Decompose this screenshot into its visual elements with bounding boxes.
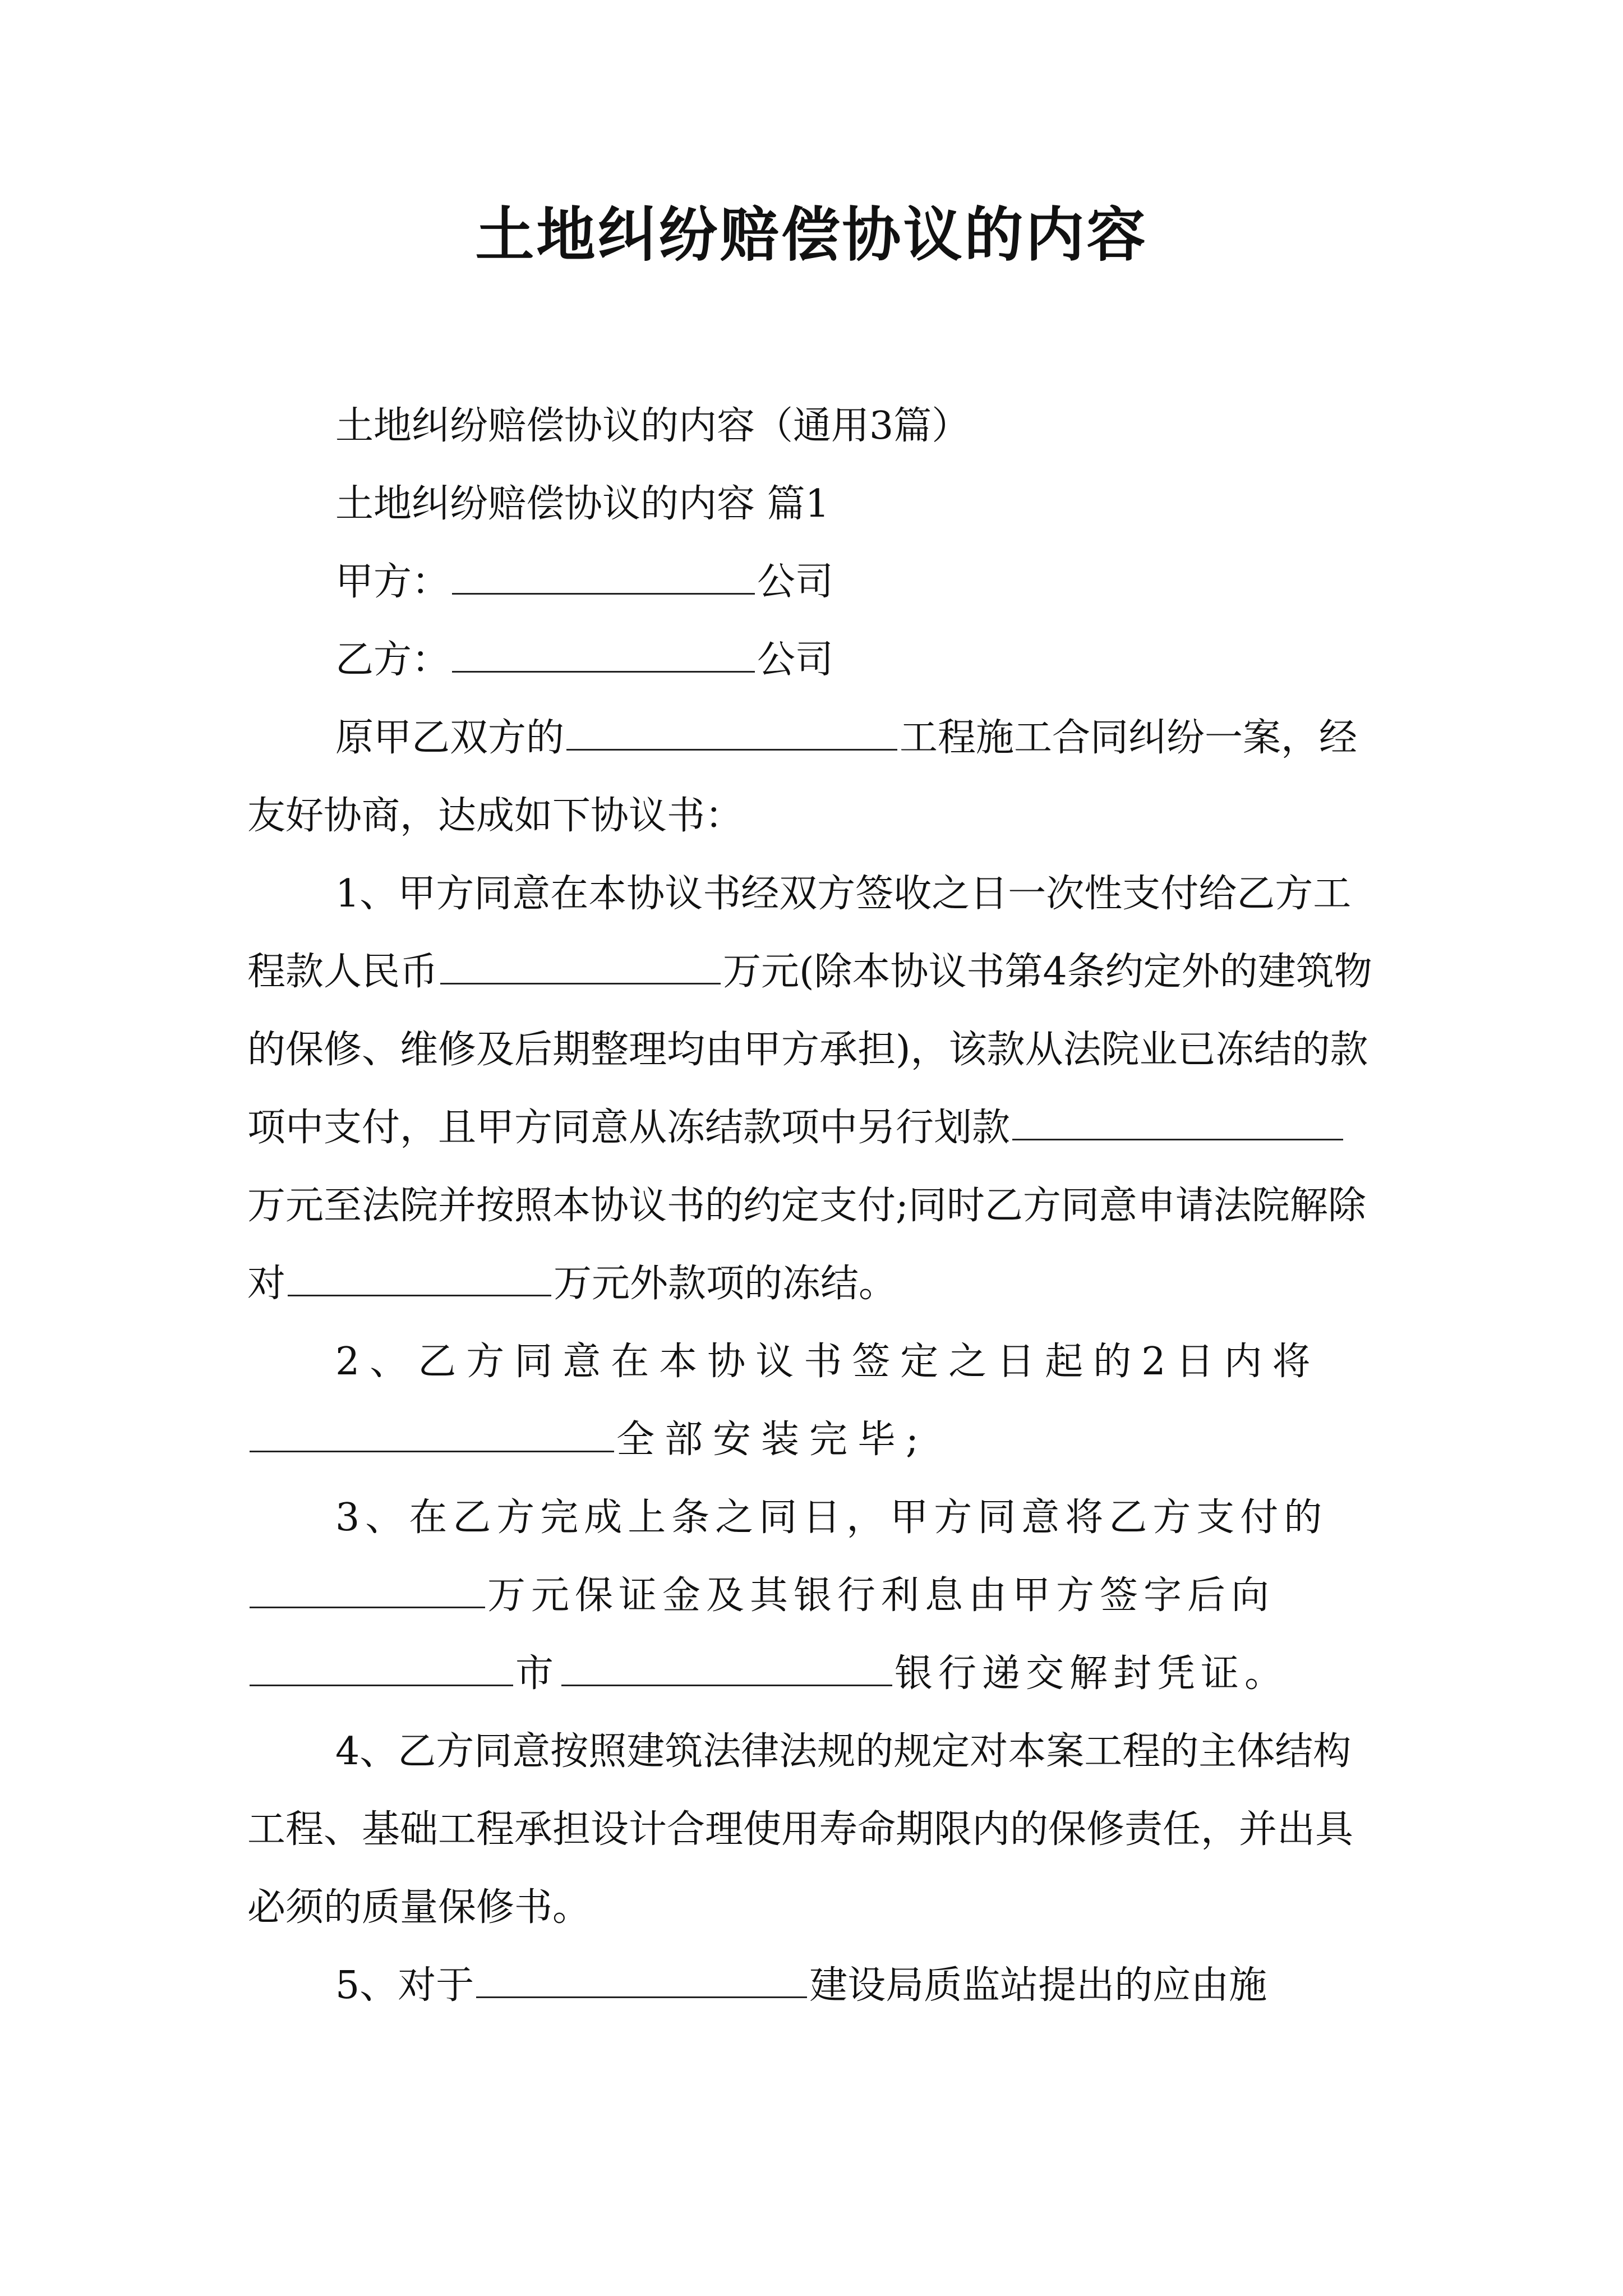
clause1-transfer-blank xyxy=(1012,1104,1343,1140)
document-body xyxy=(247,387,1377,2024)
subtitle-text: 土地纠纷赔偿协议的内容（通用3篇） xyxy=(335,404,970,448)
party-a-suffix: 公司 xyxy=(757,560,834,604)
clause1-amount-blank xyxy=(440,948,721,984)
party-b-line xyxy=(247,621,1377,699)
clause2-text-b: 全部安装完毕; xyxy=(616,1418,929,1462)
party-b-label: 乙方： xyxy=(335,638,450,682)
clause1-text-d: 万元外款项的冻结。 xyxy=(554,1262,897,1306)
party-b-suffix: 公司 xyxy=(757,638,834,682)
clause-1 xyxy=(247,855,1377,1323)
intro-text-1: 原甲乙双方的 xyxy=(335,716,565,760)
clause3-text-c: 市 xyxy=(515,1651,560,1696)
clause-2 xyxy=(247,1323,1377,1479)
clause3-text-d: 银行递交解封凭证。 xyxy=(895,1651,1289,1696)
party-a-blank xyxy=(452,558,755,595)
clause4-text: 4、乙方同意按照建筑法律法规的规定对本案工程的主体结构工程、基础工程承担设计合理使用寿命期限内的保修责任，并出具必须的质量保修书。 xyxy=(247,1729,1354,1930)
clause-4 xyxy=(247,1713,1377,1947)
intro-paragraph xyxy=(247,699,1377,855)
clause1-text-a: 1、甲方同意在本协议书经双方签收之日一次性支付给乙方工程款人民币 xyxy=(247,872,1352,994)
clause5-city-blank xyxy=(476,1962,807,1998)
intro-project-blank xyxy=(566,714,897,751)
clause1-unfreeze-blank xyxy=(288,1260,551,1296)
section-heading xyxy=(247,465,1377,543)
clause2-item-blank xyxy=(250,1416,614,1452)
clause5-text-a: 5、对于 xyxy=(335,1963,474,2008)
clause1-text-b: 万元(除本协议书第4条约定外的建筑物的保修、维修及后期整理均由甲方承担)，该款从法院业已冻结的款项中支付，且甲方同意从冻结款项中另行划款 xyxy=(247,950,1372,1150)
clause-5 xyxy=(247,1947,1377,2024)
clause2-text-a: 2、乙方同意在本协议书签定之日起的2日内将 xyxy=(335,1340,1321,1384)
clause-3 xyxy=(247,1479,1377,1713)
clause3-deposit-blank xyxy=(250,1572,485,1608)
clause3-text-b: 万元保证金及其银行利息由甲方签字后向 xyxy=(487,1573,1275,1618)
document-title: 土地纠纷赔偿协议的内容 xyxy=(475,200,1148,269)
clause3-city-blank xyxy=(250,1650,513,1686)
intro-text-2: 工程施工合同纠纷一案，经友好协商，达成如下协议书： xyxy=(247,716,1358,838)
clause1-text-c: 万元至法院并按照本协议书的约定支付;同时乙方同意申请法院解除对 xyxy=(247,1184,1366,1306)
section-heading-text: 土地纠纷赔偿协议的内容 篇1 xyxy=(335,482,829,526)
party-b-blank xyxy=(452,636,755,673)
subtitle xyxy=(247,387,1377,465)
party-a-line xyxy=(247,543,1377,621)
clause3-text-a: 3、在乙方完成上条之同日，甲方同意将乙方支付的 xyxy=(335,1496,1328,1540)
clause5-text-b: 建设局质监站提出的应由施 xyxy=(809,1963,1267,2008)
clause3-bank-blank xyxy=(561,1650,892,1686)
party-a-label: 甲方： xyxy=(335,560,450,604)
